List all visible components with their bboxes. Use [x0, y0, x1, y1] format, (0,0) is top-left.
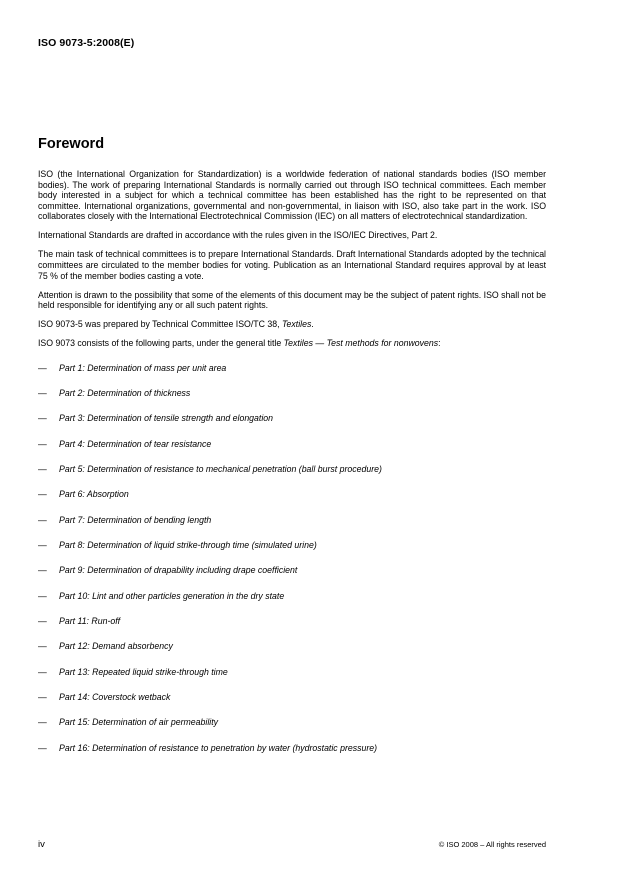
- list-item: [38, 717, 546, 742]
- list-item: [38, 743, 546, 768]
- part-label: Part 13: Repeated liquid strike-through time: [59, 666, 228, 677]
- dash-bullet: —: [38, 616, 47, 627]
- dash-bullet: —: [38, 514, 47, 525]
- dash-bullet: —: [38, 641, 47, 652]
- dash-bullet: —: [38, 692, 47, 703]
- committee-name: Textiles: [281, 319, 312, 330]
- list-item: [38, 363, 546, 388]
- dash-bullet: —: [38, 489, 47, 500]
- part-label: Part 6: Absorption: [59, 489, 129, 500]
- dash-bullet: —: [38, 362, 47, 373]
- dash-bullet: —: [38, 666, 47, 677]
- prepared-by-end: .: [311, 319, 314, 330]
- paragraph-prepared-by: [38, 319, 546, 330]
- list-item: [38, 413, 546, 438]
- dash-bullet: —: [38, 388, 47, 399]
- list-item: [38, 616, 546, 641]
- part-label: Part 16: Determination of resistance to penetration by water (hydrostatic pressure): [59, 742, 378, 753]
- part-label: Part 1: Determination of mass per unit area: [59, 362, 227, 373]
- part-label: Part 12: Demand absorbency: [59, 641, 173, 652]
- page-title: Foreword: [38, 136, 105, 152]
- part-label: Part 14: Coverstock wetback: [59, 692, 171, 703]
- parts-intro-text: ISO 9073 consists of the following parts, under the general title: [38, 338, 284, 349]
- dash-bullet: —: [38, 413, 47, 424]
- list-item: [38, 464, 546, 489]
- dash-bullet: —: [38, 717, 47, 728]
- list-item: [38, 692, 546, 717]
- parts-intro-end: :: [438, 338, 441, 349]
- list-item: [38, 591, 546, 616]
- part-label: Part 10: Lint and other particles generation in the dry state: [59, 590, 285, 601]
- part-label: Part 2: Determination of thickness: [59, 388, 191, 399]
- paragraph-patent-rights: Attention is drawn to the possibility that some of the elements of this document may be the subject of patent rights. ISO shall not be held responsible for identifying any or all such patent rights.: [38, 289, 546, 311]
- dash-bullet: —: [38, 438, 47, 449]
- dash-bullet: —: [38, 565, 47, 576]
- part-label: Part 4: Determination of tear resistance: [59, 438, 212, 449]
- document-id: ISO 9073-5:2008(E): [38, 37, 135, 49]
- part-label: Part 8: Determination of liquid strike-through time (simulated urine): [59, 540, 317, 551]
- part-label: Part 9: Determination of drapability including drape coefficient: [59, 565, 298, 576]
- part-label: Part 5: Determination of resistance to mechanical penetration (ball burst procedure): [59, 464, 382, 475]
- paragraph-parts-intro: [38, 338, 546, 349]
- dash-bullet: —: [38, 464, 47, 475]
- part-label: Part 11: Run-off: [59, 616, 121, 627]
- copyright-notice: © ISO 2008 – All rights reserved: [438, 840, 546, 849]
- part-label: Part 15: Determination of air permeability: [59, 717, 219, 728]
- parts-list: [38, 363, 546, 769]
- list-item: [38, 388, 546, 413]
- prepared-by-text: ISO 9073-5 was prepared by Technical Committee ISO/TC 38,: [38, 319, 282, 330]
- dash-bullet: —: [38, 540, 47, 551]
- foreword-body: [38, 169, 546, 768]
- paragraph-iso-intro: ISO (the International Organization for Standardization) is a worldwide federation of national standards bodies (ISO member bodies). The work of preparing International Standards is normally carried out through ISO technical committees. Each member body interested in a subject for which a technical committee has been established has the right to be represented on that committee. International organizations, governmental and non-governmental, in liaison with ISO, also take part in the work. ISO collaborates closely with the International Electrotechnical Commission (IEC) on all matters of electrotechnical standardization.: [38, 169, 546, 222]
- dash-bullet: —: [38, 742, 47, 753]
- dash-bullet: —: [38, 590, 47, 601]
- list-item: [38, 515, 546, 540]
- list-item: [38, 439, 546, 464]
- part-label: Part 7: Determination of bending length: [59, 514, 212, 525]
- part-label: Part 3: Determination of tensile strength and elongation: [59, 413, 274, 424]
- paragraph-main-task: The main task of technical committees is to prepare International Standards. Draft International Standards adopted by the technical committees are circulated to the member bodies for voting. Publication as an International Standard requires approval by at least 75 % of the member bodies casting a vote.: [38, 249, 546, 281]
- general-title: Textiles — Test methods for nonwovens: [283, 338, 439, 349]
- list-item: [38, 641, 546, 666]
- list-item: [38, 565, 546, 590]
- list-item: [38, 489, 546, 514]
- page-number: iv: [38, 839, 45, 850]
- list-item: [38, 540, 546, 565]
- paragraph-directives: International Standards are drafted in accordance with the rules given in the ISO/IEC Directives, Part 2.: [38, 230, 438, 241]
- list-item: [38, 667, 546, 692]
